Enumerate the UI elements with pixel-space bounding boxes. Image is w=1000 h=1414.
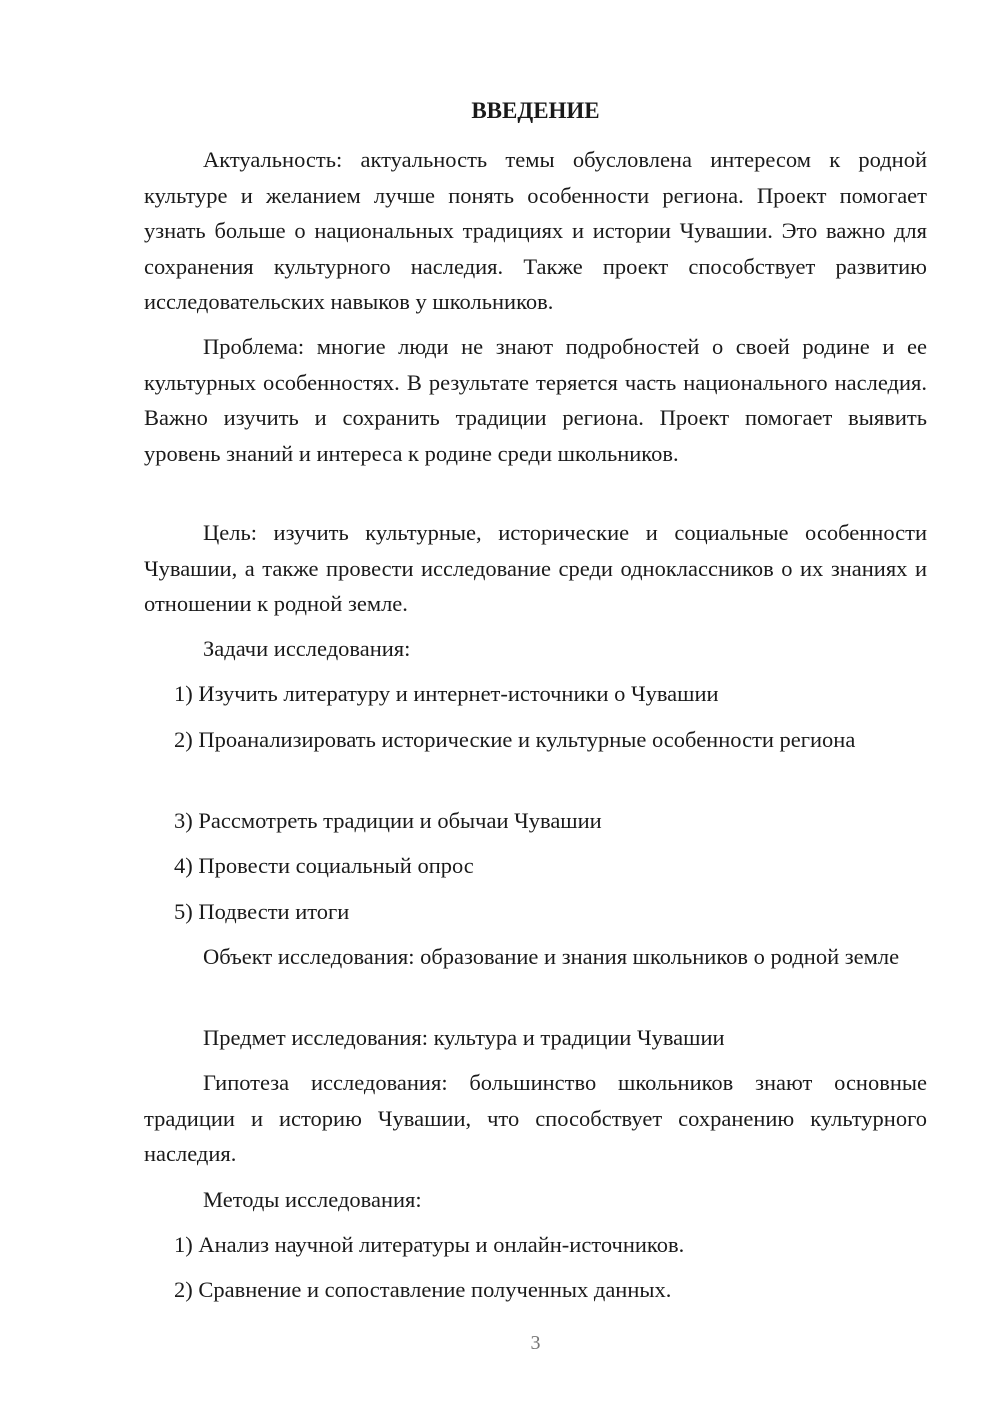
tasks-title: Задачи исследования: bbox=[203, 636, 411, 661]
object-paragraph: Объект исследования: образование и знания школьников о родной земле bbox=[203, 944, 900, 969]
method-item-1: 1) Анализ научной литературы и онлайн-источников. bbox=[174, 1232, 685, 1257]
hypothesis-paragraph: Гипотеза исследования: большинство школьников знают основные традиции и историю Чувашии, что способствует сохранению культурного наследия. bbox=[144, 1070, 927, 1166]
task-item-1: 1) Изучить литературу и интернет-источники о Чувашии bbox=[174, 681, 719, 706]
problem-paragraph: Проблема: многие люди не знают подробностей о своей родине и ее культурных особенностях. В результате теряется часть национального наследия. Важно изучить и сохранить традиции региона. Проект помогает выявить уровень знаний и интереса к родине среди школьников. bbox=[144, 334, 927, 466]
methods-title: Методы исследования: bbox=[203, 1187, 422, 1212]
task-item-3: 3) Рассмотреть традиции и обычаи Чувашии bbox=[174, 808, 602, 833]
page-title: ВВЕДЕНИЕ bbox=[471, 98, 600, 123]
goal-paragraph: Цель: изучить культурные, исторические и социальные особенности Чувашии, а также провести исследование среди одноклассников о их знаниях и отношении к родной земле. bbox=[144, 520, 927, 616]
subject-paragraph: Предмет исследования: культура и традиции Чувашии bbox=[203, 1025, 725, 1050]
relevance-paragraph: Актуальность: актуальность темы обусловлена интересом к родной культуре и желанием лучше понять особенности региона. Проект помогает узнать больше о национальных традициях и истории Чувашии. Это важно для сохранения культурного наследия. Также проект способствует развитию исследовательских навыков у школьников. bbox=[144, 147, 927, 314]
page-number: 3 bbox=[530, 1332, 541, 1354]
task-item-2: 2) Проанализировать исторические и культурные особенности региона bbox=[174, 727, 856, 752]
task-item-4: 4) Провести социальный опрос bbox=[174, 853, 474, 878]
method-item-2: 2) Сравнение и сопоставление полученных данных. bbox=[174, 1277, 672, 1302]
task-item-5: 5) Подвести итоги bbox=[174, 899, 350, 924]
